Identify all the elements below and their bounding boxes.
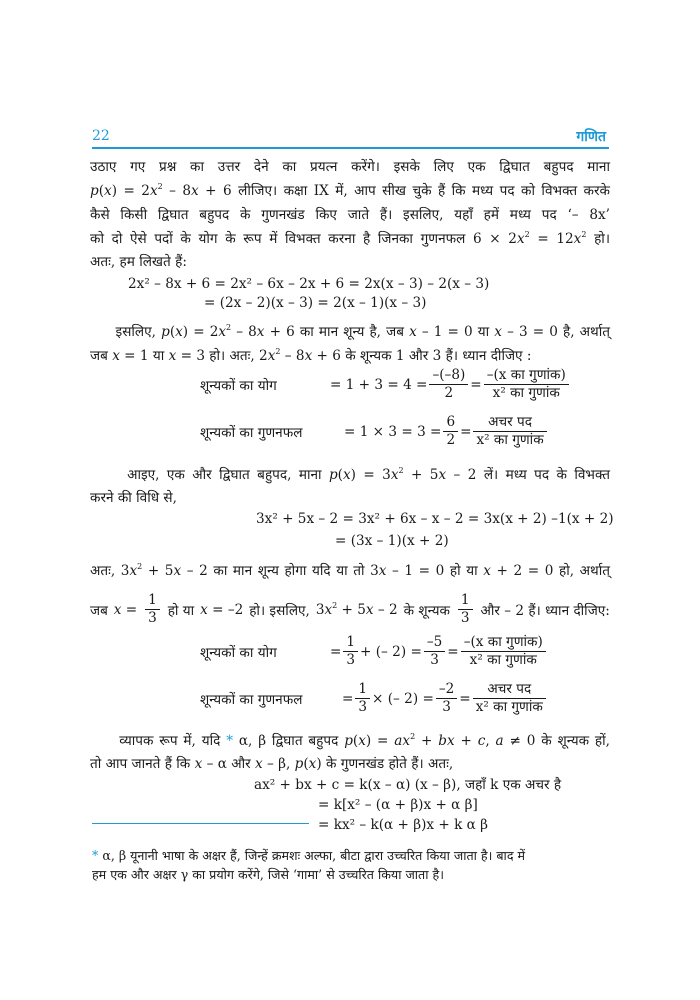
- denominator: x² का गुणांक: [475, 699, 543, 715]
- para4-text-c: हो या: [449, 563, 478, 579]
- para1-line2-text: लीजिए। कक्षा IX में, आप सीख चुके हैं कि मध्य पद को विभक्त करके: [238, 183, 610, 199]
- para2-text-c: या: [477, 324, 490, 340]
- para4-line2: जब x = $\frac{1}{3}$ हो या x = –2 हो। इसलिए, $3x^2 + 5x - 2$ के शून्यक $\frac{1}{3}$ और – 2 हैं। ध्यान दीजिए:: [90, 592, 610, 626]
- para4-line1: अतः, $3x^2 + 5x - 2$ का मान शून्य होगा यदि या तो 3x – 1 = 0 हो या x + 2 = 0 हो, अर्थात्: [90, 562, 610, 579]
- para5-text-e: और: [231, 756, 251, 772]
- numerator: 6: [443, 414, 458, 432]
- para2-line2: जब x = 1 या x = 3 हो। अतः, $2x^2 - 8x + 6$ के शून्यक 1 और 3 हैं। ध्यान दीजिए :: [90, 347, 532, 364]
- fraction: [343, 634, 358, 669]
- equation3-line2: = k[x² – (α + β)x + α β]: [318, 797, 478, 813]
- para5-line1: व्यापक रूप में, यदि * α, β द्विघात बहुपद $p(x) = ax^2$ + bx + c, a ≠ 0 के शून्यक हों,: [119, 732, 610, 749]
- sum-of-zeros-row-2: शून्यकों का योग = $\frac{1}{3}$ + (– 2) = $\frac{-5}{3}$ = $\frac{\text{–(x का गुणांक)}}{\text{x² का गुणांक}}$: [200, 634, 548, 669]
- denominator: x² का गुणांक: [492, 385, 560, 401]
- para3-line2: करने की विधि से,: [90, 490, 177, 506]
- para3-text-b: लें। मध्य पद के विभक्त: [483, 467, 611, 483]
- para5-text-c: के शून्यक हों,: [541, 733, 610, 749]
- fraction: [461, 634, 546, 669]
- numerator: –(x का गुणांक): [484, 367, 569, 385]
- para5-text-f: के गुणनखंड होते हैं। अतः,: [325, 756, 454, 772]
- footnote-text1: α, β यूनानी भाषा के अक्षर हैं, जिन्हें क्रमशः अल्फा, बीटा द्वारा उच्चरित किया जाता है। बाद में: [102, 848, 526, 863]
- fraction: [443, 414, 458, 449]
- footnote-line1: [92, 847, 610, 865]
- equation3-line1-math: ax² + bx + c = k(x – α) (x – β),: [254, 777, 461, 793]
- equation1-line2: = (2x – 2)(x – 3) = 2(x – 1)(x – 3): [204, 295, 427, 311]
- para2-text-f: या: [152, 348, 165, 364]
- denominator: 2: [446, 432, 456, 448]
- sum-label: शून्यकों का योग: [200, 645, 277, 661]
- product-lhs: = 1 × 3 = 3 =: [344, 423, 442, 440]
- para5-text-a: व्यापक रूप में, यदि: [119, 733, 221, 749]
- product-label: शून्यकों का गुणनफल: [200, 692, 303, 708]
- para2-text-g: हो। अतः,: [209, 348, 255, 364]
- para4-text-h: के शून्यक: [403, 603, 450, 619]
- para4-text-a: अतः,: [90, 563, 116, 579]
- denominator: x² का गुणांक: [476, 432, 544, 448]
- header-rule: [92, 147, 609, 149]
- para2-line1: इसलिए, $p(x) = 2x^2 - 8x + 6$ का मान शून्य है, जब x – 1 = 0 या x – 3 = 0 है, अर्थात्: [115, 323, 610, 340]
- product-of-zeros-row-1: शून्यकों का गुणनफल = 1 × 3 = 3 = $\frac{6}{2}$ = $\frac{\text{अचर पद}}{\text{x² का गुणांक}}$: [200, 414, 549, 449]
- sum-of-zeros-row-1: शून्यकों का योग = 1 + 3 = 4 = $\frac{-(-8)}{2}$ = $\frac{\text{–(x का गुणांक)}}{\text{x² का गुणांक}}$: [200, 367, 571, 402]
- product-of-zeros-row-2: शून्यकों का गुणनफल = $\frac{1}{3}$ × (– 2) = $\frac{-2}{3}$ = $\frac{\text{अचर पद}}{\text{x² का गुणांक}}$: [200, 681, 548, 716]
- equation2-line1: 3x² + 5x – 2 = 3x² + 6x – x – 2 = 3x(x + 2) –1(x + 2): [256, 511, 614, 527]
- denominator: 3: [358, 699, 368, 715]
- equation2-line2: = (3x – 1)(x + 2): [335, 533, 449, 549]
- sum-label: शून्यकों का योग: [200, 378, 277, 394]
- numerator: 1: [355, 681, 370, 699]
- denominator: 3: [460, 610, 470, 626]
- fraction: [484, 367, 569, 402]
- para2-text-b: का मान शून्य है, जब: [299, 324, 404, 340]
- equation1-line1: 2x² – 8x + 6 = 2x² – 6x – 2x + 6 = 2x(x – 3) – 2(x – 3): [128, 276, 490, 292]
- para1-line4-text: को दो ऐसे पदों के योग के रूप में विभक्त करना है जिनका गुणनफल: [90, 231, 466, 247]
- numerator: –(x का गुणांक): [461, 634, 546, 652]
- para2-text-a: इसलिए,: [115, 324, 156, 340]
- numerator: –(–8): [429, 367, 468, 385]
- fraction-one-third: [145, 592, 160, 627]
- fraction: [355, 681, 370, 716]
- page-number: 22: [92, 128, 110, 144]
- product-mid: × (– 2) =: [372, 690, 434, 707]
- denominator: 3: [442, 699, 451, 715]
- fraction: [473, 681, 546, 716]
- denominator: x² का गुणांक: [469, 652, 537, 668]
- equals-sign: =: [330, 643, 342, 660]
- numerator: 1: [145, 592, 160, 610]
- numerator: अचर पद: [473, 681, 546, 699]
- footnote-line2: हम एक और अक्षर γ का प्रयोग करेंगे, जिसे ‘गामा’ से उच्चरित किया जाता है।: [92, 867, 444, 882]
- numerator: अचर पद: [473, 414, 546, 432]
- equation3-line1: [254, 776, 561, 794]
- para4-text-i: और – 2 हैं। ध्यान दीजिए:: [480, 603, 610, 619]
- fraction: [424, 634, 445, 669]
- subject-title: गणित: [576, 129, 606, 145]
- footnote-rule: [92, 823, 309, 824]
- para4-text-f: हो या: [167, 603, 195, 619]
- numerator: –2: [436, 681, 457, 699]
- para3-line1: आइए, एक और द्विघात बहुपद, माना $p(x) = 3x^2 + 5x - 2$ लें। मध्य पद के विभक्त: [127, 466, 611, 483]
- para5-line2: तो आप जानते हैं कि x – α और x – β, p(x) के गुणनखंड होते हैं। अतः,: [90, 756, 454, 772]
- footnote-star: *: [92, 848, 99, 863]
- para1-line2: $p(x) = 2x^2 - 8x + 6$ लीजिए। कक्षा IX में, आप सीख चुके हैं कि मध्य पद को विभक्त करके: [90, 182, 610, 199]
- para5-text-d: तो आप जानते हैं कि: [90, 756, 191, 772]
- denominator: 3: [430, 652, 439, 668]
- product-label: शून्यकों का गुणनफल: [200, 425, 303, 441]
- fraction: [473, 414, 546, 449]
- numerator: –5: [424, 634, 445, 652]
- para4-text-e: जब: [90, 603, 108, 619]
- para2-text-e: जब: [90, 348, 108, 364]
- footnote-marker: *: [226, 733, 234, 749]
- denominator: 2: [444, 385, 454, 401]
- para1-line4: को दो ऐसे पदों के योग के रूप में विभक्त करना है जिनका गुणनफल $6 \times 2x^2 = 12x^2$ हो।: [90, 230, 610, 247]
- para4-text-g: हो। इसलिए,: [249, 603, 310, 619]
- para1-line5: अतः, हम लिखते हैं:: [90, 254, 187, 270]
- para2-text-d: है, अर्थात्: [563, 324, 610, 340]
- para5-text-b: α, β द्विघात बहुपद: [238, 733, 339, 749]
- para1-line1: उठाए गए प्रश्न का उत्तर देने का प्रयत्न करेंगे। इसके लिए एक द्विघात बहुपद माना: [90, 159, 610, 175]
- fraction: [436, 681, 457, 716]
- para3-text-a: आइए, एक और द्विघात बहुपद, माना: [127, 467, 322, 483]
- para4-text-d: हो, अर्थात्: [558, 563, 610, 579]
- numerator: 1: [458, 592, 473, 610]
- fraction-one-third: [458, 592, 473, 627]
- denominator: 3: [148, 610, 157, 626]
- equals-sign: =: [342, 690, 354, 707]
- equation3-line1-note: जहाँ k एक अचर है: [464, 777, 562, 793]
- para2-text-h: के शून्यक 1 और 3 हैं। ध्यान दीजिए :: [345, 348, 532, 364]
- para1-line4-end: हो।: [594, 231, 610, 247]
- para4-text-b: का मान शून्य होगा यदि या तो: [213, 563, 365, 579]
- sum-mid: + (– 2) =: [360, 643, 422, 660]
- fraction: [429, 367, 468, 402]
- equation3-line3: = kx² – k(α + β)x + k α β: [318, 817, 489, 833]
- denominator: 3: [346, 652, 356, 668]
- numerator: 1: [343, 634, 358, 652]
- para1-line3: कैसे किसी द्विघात बहुपद के गुणनखंड किए जाते हैं। इसलिए, यहाँ हमें मध्य पद ‘– 8x’: [90, 207, 610, 223]
- sum-lhs: = 1 + 3 = 4 =: [330, 376, 428, 393]
